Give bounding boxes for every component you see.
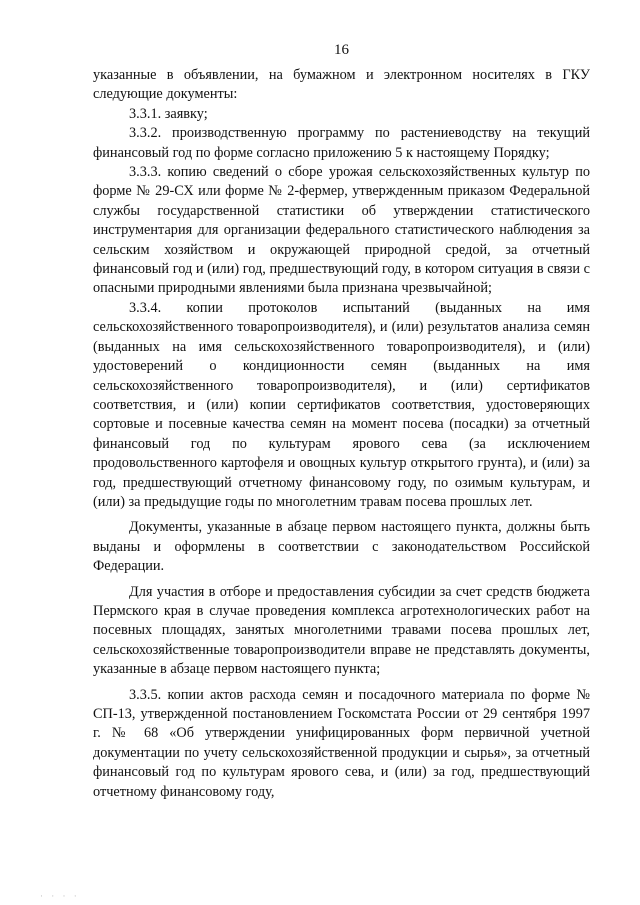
paragraph-3-3-2: 3.3.2. производственную программу по растениеводству на текущий финансовый год по форме согласно приложению 5 к настоящему Порядку;	[93, 125, 590, 161]
page-number: 16	[334, 42, 349, 58]
paragraph-participation: Для участия в отборе и предоставления субсидии за счет средств бюджета Пермского края в случае проведения комплекса агротехнологических работ на посевных площадях, занятых многолетними травами посева прошлых лет, сельскохозяйственные товаропроизводители вправе не представлять документы, указанные в абзаце первом настоящего пункта;	[93, 583, 590, 678]
paragraph-3-3-3: 3.3.3. копию сведений о сборе урожая сельскохозяйственных культур по форме № 29-СХ или форме № 2-фермер, утвержденным приказом Федеральной службы государственной статистики об утверждении статистического инструментария для организации федерального статистического наблюдения за сельским хозяйством и окружающей природной средой, за отчетный финансовый год и (или) год, предшествующий году, в котором ситуация в связи с опасными природными явлениями была признана чрезвычайной;	[93, 164, 590, 297]
paragraph-documents-issued: Документы, указанные в абзаце первом настоящего пункта, должны быть выданы и оформлены в соответствии с законодательством Российской Федерации.	[93, 519, 590, 575]
scan-edge-marks: · · · ·	[40, 891, 80, 901]
paragraph-3-3-4: 3.3.4. копии протоколов испытаний (выданных на имя сельскохозяйственного товаропроизводителя), и (или) результатов анализа семян (выданных на имя сельскохозяйственного товаропроизводителя), и (или) удостоверений о кондиционности семян (выданных на имя сельскохозяйственного товаропроизводителя), и (или) сертификатов соответствия, и (или) копии сертификатов соответствия, удостоверяющих сортовые и посевные качества семян на момент посева (посадки) за отчетный финансовый год по культурам ярового сева (за исключением продовольственного картофеля и овощных культур открытого грунта), и (или) за год, предшествующий отчетному финансовому году, по озимым культурам, и (или) за предыдущие годы по многолетним травам посева прошлых лет.	[93, 299, 590, 510]
paragraph-3-3-5: 3.3.5. копии актов расхода семян и посадочного материала по форме № СП-13, утвержденной постановлением Госкомстата России от 29 сентября 1997 г. № 68 «Об утверждении унифицированных форм первичной учетной документации по учету сельскохозяйственной продукции и сырья», за отчетный финансовый год по культурам ярового сева, и (или) за год, предшествующий отчетному финансовому году,	[93, 686, 590, 800]
paragraph-intro-continuation: указанные в объявлении, на бумажном и электронном носителях в ГКУ следующие документы:	[93, 67, 590, 103]
paragraph-3-3-1: 3.3.1. заявку;	[129, 105, 208, 122]
document-body	[93, 66, 590, 802]
